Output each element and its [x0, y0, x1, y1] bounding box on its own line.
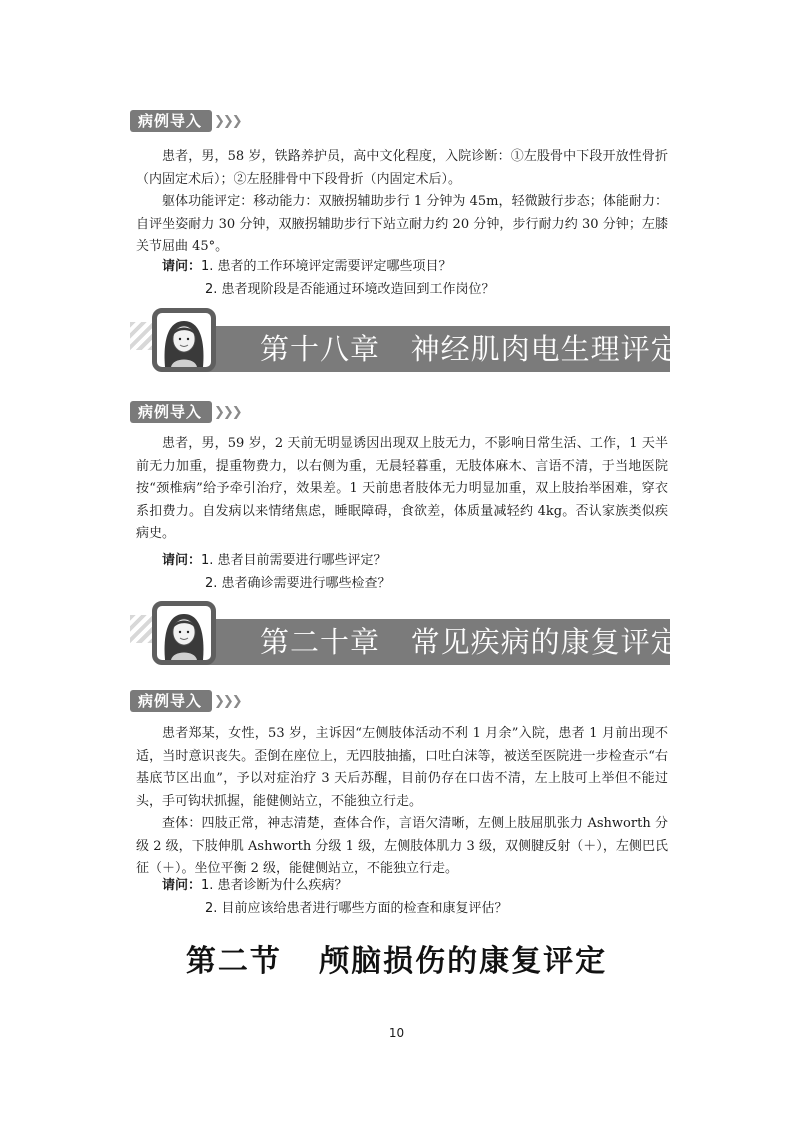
case1-question-2 [205, 279, 495, 301]
case-intro-badge [130, 401, 241, 423]
question-text: 1. 患者诊断为什么疾病？ [201, 878, 348, 893]
case3-question-2 [205, 898, 508, 920]
chevron-right-icon: ❯❯❯ [214, 113, 241, 129]
case1-text [136, 146, 668, 259]
case-intro-label: 病例导入 [130, 110, 212, 132]
question-text: 2. 患者确诊需要进行哪些检查？ [205, 576, 391, 591]
case2-paragraph: 患者，男，59 岁，2 天前无明显诱因出现双上肢无力，不影响日常生活、工作，1 天半前无力加重，提重物费力，以右侧为重，无晨轻暮重，无肢体麻木、言语不清，于当地医院按“颈椎病”给予牵引治疗，效果差。1 天前患者肢体无力明显加重，双上肢抬举困难，穿衣系扣费力。自发病以来情绪焦虑，睡眠障碍，食欲差，体质量减轻约 4kg。否认家族类似疾病史。 [136, 436, 668, 541]
ask-label: 请问： [162, 878, 202, 893]
woman-portrait-icon [157, 313, 211, 367]
question-text: 1. 患者的工作环境评定需要评定哪些项目？ [201, 259, 452, 274]
case-intro-badge [130, 690, 241, 712]
case-intro-label: 病例导入 [130, 401, 212, 423]
avatar [152, 308, 216, 372]
chapter-20-banner [130, 607, 681, 667]
case2-question-2 [205, 573, 391, 595]
case1-paragraph: 患者，男，58 岁，铁路养护员，高中文化程度，入院诊断：①左股骨中下段开放性骨折（内固定术后）；②左胫腓骨中下段骨折（内固定术后）。 [136, 149, 668, 187]
chevron-right-icon: ❯❯❯ [214, 693, 241, 709]
chapter-title: 第二十章 常见疾病的康复评定 [260, 625, 681, 659]
case1-question-1 [162, 256, 452, 278]
case1-paragraph: 躯体功能评定：移动能力：双腋拐辅助步行 1 分钟为 45m，轻微跛行步态；体能耐力：自评坐姿耐力 30 分钟，双腋拐辅助步行下站立耐力约 20 分钟，步行耐力约 30 分钟；左膝关节屈曲 45°。 [136, 194, 668, 254]
chapter-title: 第十八章 神经肌肉电生理评定 [260, 332, 681, 366]
case-intro-badge [130, 110, 241, 132]
case3-text [136, 723, 668, 881]
case3-paragraph: 患者郑某，女性，53 岁，主诉因“左侧肢体活动不利 1 月余”入院，患者 1 月前出现不适，当时意识丧失。歪倒在座位上，无四肢抽搐，口吐白沫等，被送至医院进一步检查示“右基底节区出血”，予以对症治疗 3 天后苏醒，目前仍存在口齿不清，左上肢可上举但不能过头，手可钩状抓握，能健侧站立，不能独立行走。 [136, 726, 668, 809]
case2-text [136, 433, 668, 546]
question-text: 2. 目前应该给患者进行哪些方面的检查和康复评估？ [205, 901, 508, 916]
question-text: 1. 患者目前需要进行哪些评定？ [201, 553, 387, 568]
ask-label: 请问： [162, 553, 202, 568]
question-text: 2. 患者现阶段是否能通过环境改造回到工作岗位？ [205, 282, 495, 297]
case-intro-label: 病例导入 [130, 690, 212, 712]
page-number: 10 [388, 1026, 405, 1040]
section-title: 第二节 颅脑损伤的康复评定 [185, 944, 608, 979]
chapter-18-banner [130, 314, 681, 374]
case2-question-1 [162, 550, 387, 572]
case3-paragraph: 查体：四肢正常，神志清楚，查体合作，言语欠清晰，左侧上肢屈肌张力 Ashworth 分级 2 级，下肢伸肌 Ashworth 分级 1 级，左侧肢体肌力 3 级，双侧腱反射（＋），左侧巴氏征（＋）。坐位平衡 2 级，能健侧站立，不能独立行走。 [136, 816, 668, 876]
avatar [152, 601, 216, 665]
chevron-right-icon: ❯❯❯ [214, 404, 241, 420]
case3-question-1 [162, 875, 348, 897]
woman-portrait-icon [157, 606, 211, 660]
ask-label: 请问： [162, 259, 202, 274]
